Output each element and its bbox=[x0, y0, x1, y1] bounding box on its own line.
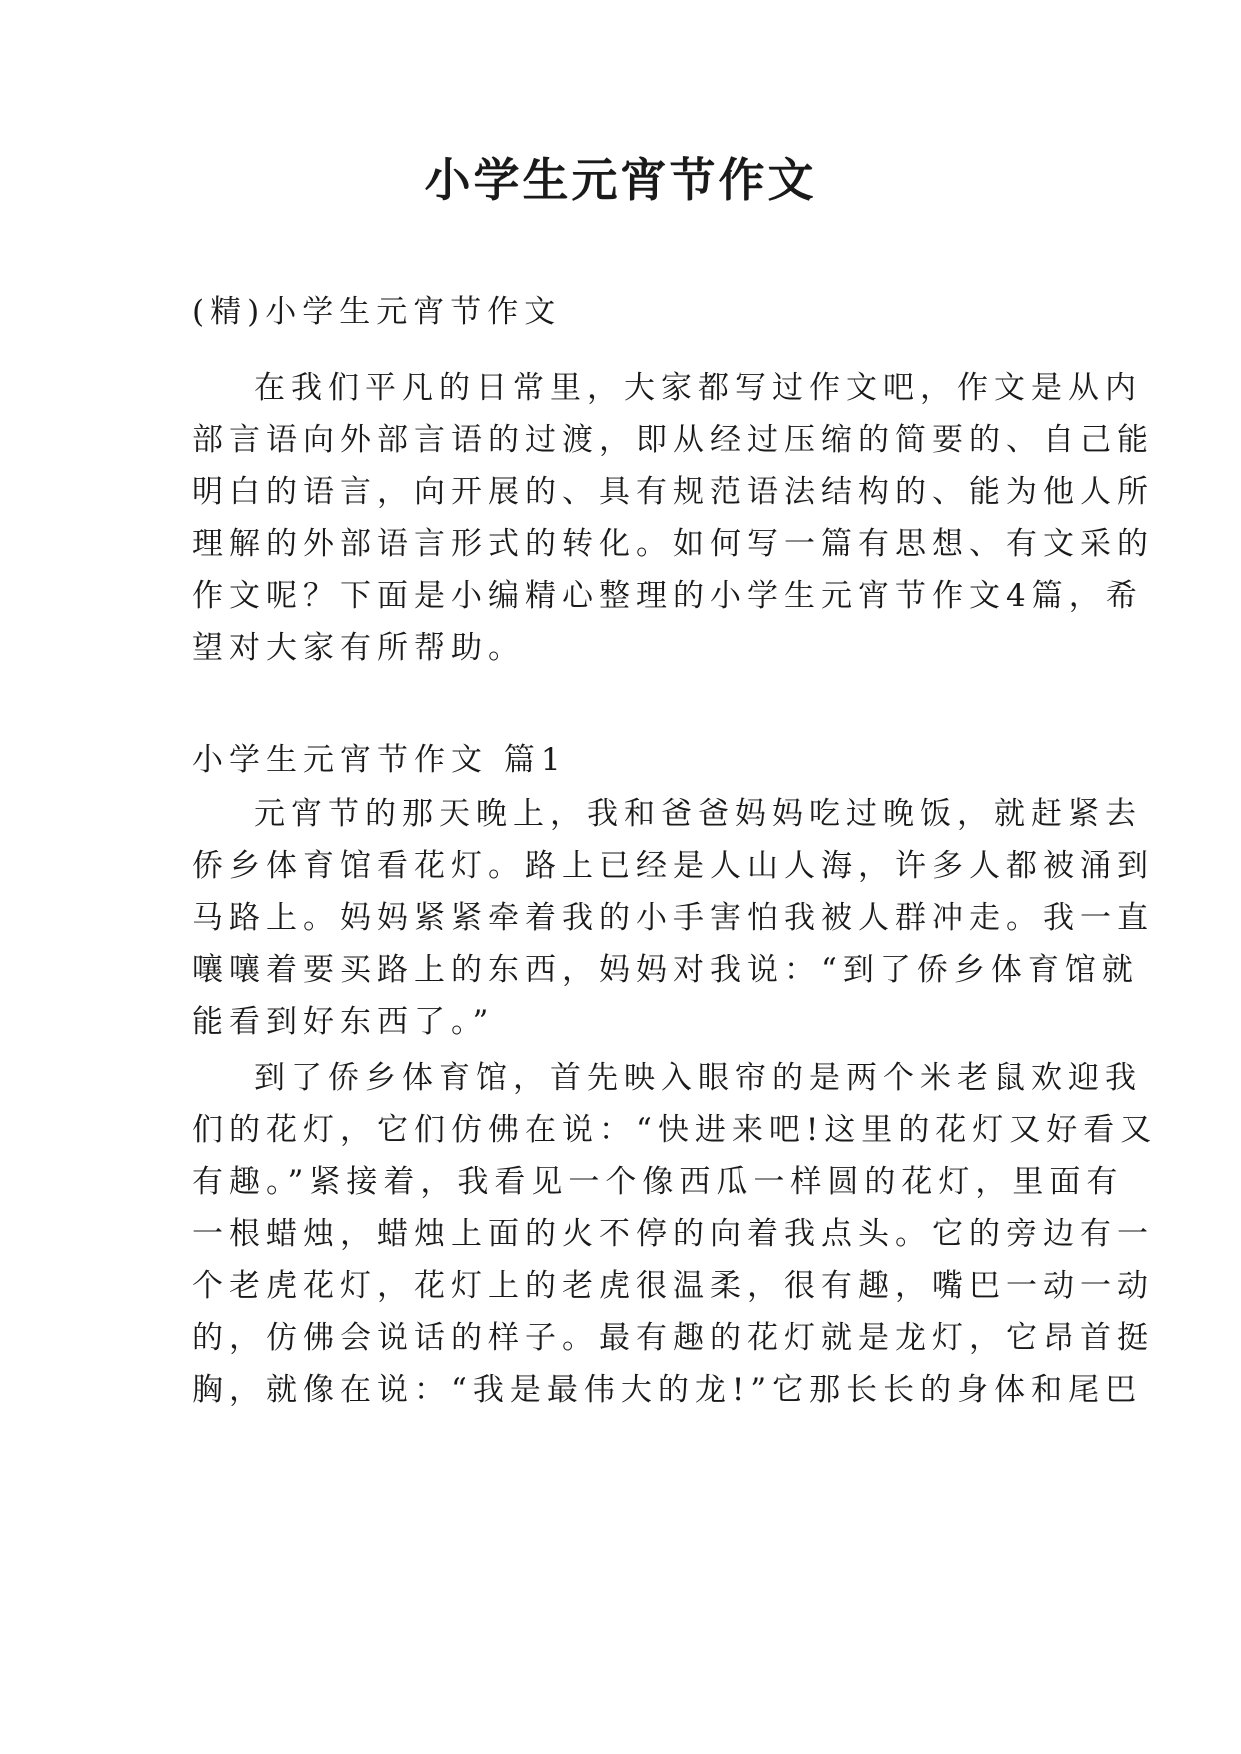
intro-line: 作文呢？下面是小编精心整理的小学生元宵节作文4篇，希 bbox=[192, 578, 1143, 614]
intro-line: 望对大家有所帮助。 bbox=[192, 630, 525, 666]
paragraph-line: 胸，就像在说：“我是最伟大的龙!”它那长长的身体和尾巴 bbox=[192, 1372, 1143, 1408]
paragraph-line: 嚷嚷着要买路上的东西，妈妈对我说：“到了侨乡体育馆就 bbox=[192, 952, 1139, 988]
intro-line: 部言语向外部言语的过渡，即从经过压缩的简要的、自己能 bbox=[192, 422, 1154, 458]
intro-line: 理解的外部语言形式的转化。如何写一篇有思想、有文采的 bbox=[192, 526, 1154, 562]
paragraph-line: 们的花灯，它们仿佛在说：“快进来吧!这里的花灯又好看又 bbox=[192, 1112, 1158, 1148]
paragraph-line: 马路上。妈妈紧紧牵着我的小手害怕我被人群冲走。我一直 bbox=[192, 900, 1154, 936]
paragraph-line: 一根蜡烛，蜡烛上面的火不停的向着我点头。它的旁边有一 bbox=[192, 1216, 1154, 1252]
paragraph-line: 有趣。”紧接着，我看见一个像西瓜一样圆的花灯，里面有 bbox=[192, 1164, 1124, 1200]
paragraph-line: 能看到好东西了。” bbox=[192, 1004, 495, 1040]
paragraph-line: 元宵节的那天晚上，我和爸爸妈妈吃过晚饭，就赶紧去 bbox=[254, 796, 1142, 832]
paragraph-line: 的，仿佛会说话的样子。最有趣的花灯就是龙灯，它昂首挺 bbox=[192, 1320, 1154, 1356]
paragraph-line: 个老虎花灯，花灯上的老虎很温柔，很有趣，嘴巴一动一动 bbox=[192, 1268, 1154, 1304]
paragraph-line: 侨乡体育馆看花灯。路上已经是人山人海，许多人都被涌到 bbox=[192, 848, 1154, 884]
paragraph-line: 到了侨乡体育馆，首先映入眼帘的是两个米老鼠欢迎我 bbox=[254, 1060, 1142, 1096]
document-subtitle: (精)小学生元宵节作文 bbox=[192, 294, 562, 330]
intro-line: 在我们平凡的日常里，大家都写过作文吧，作文是从内 bbox=[254, 370, 1142, 406]
document-title: 小学生元宵节作文 bbox=[424, 153, 817, 207]
intro-line: 明白的语言，向开展的、具有规范语法结构的、能为他人所 bbox=[192, 474, 1154, 510]
section-heading: 小学生元宵节作文 篇1 bbox=[192, 742, 567, 778]
